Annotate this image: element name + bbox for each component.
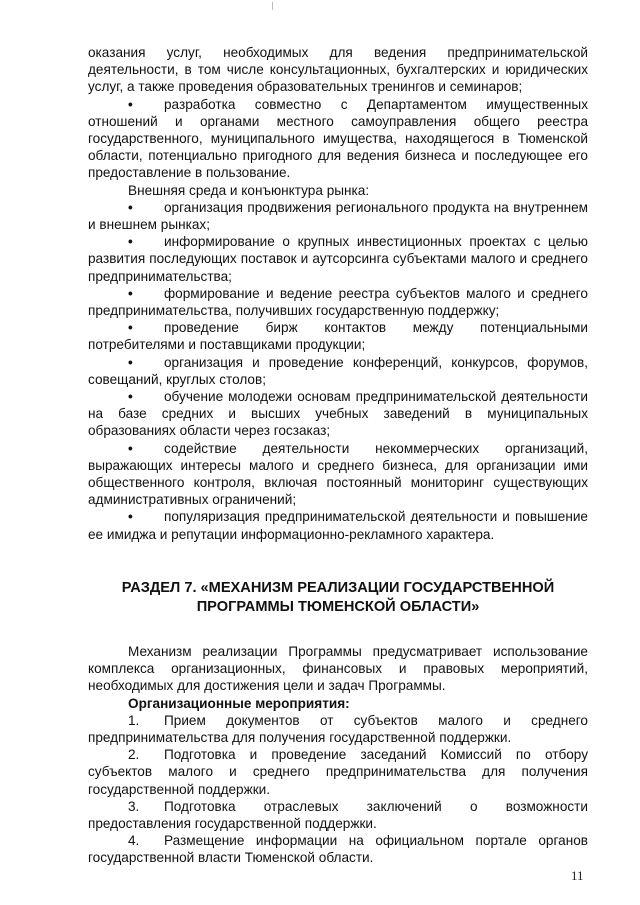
org-measures-heading: Организационные мероприятия: <box>128 695 350 711</box>
page-number: 11 <box>571 868 584 883</box>
bullet-dot: • <box>128 199 133 215</box>
section-spacer <box>88 617 588 643</box>
bullet-dot: • <box>128 440 133 456</box>
bullet-text: обучение молодежи основам предпринимательской деятельности на базе средних и высших учебных заведений в муниципальных образованиях области через госзаказ; <box>88 389 588 439</box>
item-number: 3. <box>128 798 140 814</box>
bullet-dot: • <box>128 320 133 336</box>
bullet-item <box>88 319 588 353</box>
bullet-dot: • <box>128 285 133 301</box>
bullet-item <box>88 285 588 319</box>
section-title-line-2: ПРОГРАММЫ ТЮМЕНСКОЙ ОБЛАСТИ» <box>196 598 480 615</box>
item-text: Подготовка отраслевых заключений о возможности предоставления государственной поддержки. <box>88 798 588 831</box>
intro-paragraph: оказания услуг, необходимых для ведения предпринимательской деятельности, в том числе консультационных, бухгалтерских и юридических услуг, а также проведения образовательных тренингов и семинаров; <box>88 45 588 95</box>
bullet-text: содействие деятельности некоммерческих организаций, выражающих интересы малого и среднего бизнеса, для организации ими общественного контроля, включая постоянный мониторинг существующих административных ограничений; <box>88 440 588 508</box>
bullet-item <box>88 508 588 542</box>
numbered-item <box>88 746 588 798</box>
item-text: Подготовка и проведение заседаний Комиссий по отбору субъектов малого и среднего предпринимательства для получения государственной поддержки. <box>88 747 588 797</box>
bullet-text: разработка совместно с Департаментом имущественных отношений и органами местного самоуправления общего реестра государственного, муниципального имущества, находящегося в Тюменской области, потенциально пригодного для ведения бизнеса и последующее его предоставление в пользование. <box>88 96 588 181</box>
bullet-text: проведение бирж контактов между потенциальными потребителями и поставщиками продукции; <box>88 320 588 353</box>
document-page <box>88 44 588 867</box>
bullet-text: организация продвижения регионального продукта на внутреннем и внешнем рынках; <box>88 199 588 233</box>
bullet-item <box>88 199 588 233</box>
bullet-text: формирование и ведение реестра субъектов малого и среднего предпринимательства, получивших государственную поддержку; <box>88 285 588 319</box>
item-number: 1. <box>128 712 140 728</box>
section-title-line-1: РАЗДЕЛ 7. «МЕХАНИЗМ РЕАЛИЗАЦИИ ГОСУДАРСТВЕННОЙ <box>121 579 555 596</box>
bullet-item <box>88 354 588 388</box>
bullet-text: информирование о крупных инвестиционных проектах с целью развития последующих поставок и аутсорсинга субъектами малого и среднего предпринимательства; <box>88 234 588 284</box>
numbered-item <box>88 832 588 866</box>
section-title <box>88 579 588 617</box>
bullet-dot: • <box>128 354 133 370</box>
bullet-item <box>88 440 588 509</box>
bullet-item-registry <box>88 96 588 182</box>
bullet-dot: • <box>128 234 133 250</box>
item-text: Размещение информации на официальном портале органов государственной власти Тюменской области. <box>88 833 588 866</box>
numbered-item <box>88 712 588 746</box>
bullet-text: организация и проведение конференций, конкурсов, форумов, совещаний, круглых столов; <box>88 354 588 387</box>
bullet-item <box>88 388 588 440</box>
market-heading: Внешняя среда и конъюнктура рынка: <box>128 182 370 198</box>
numbered-item <box>88 798 588 832</box>
bullet-text: популяризация предпринимательской деятельности и повышение ее имиджа и репутации информационно-рекламного характера. <box>88 509 588 542</box>
item-text: Прием документов от субъектов малого и среднего предпринимательства для получения государственной поддержки. <box>88 712 588 745</box>
mechanism-paragraph: Механизм реализации Программы предусматривает использование комплекса организационных, финансовых и правовых мероприятий, необходимых для достижения цели и задач Программы. <box>88 643 588 694</box>
item-number: 2. <box>128 747 140 763</box>
bullet-dot: • <box>128 389 133 405</box>
item-number: 4. <box>128 833 140 849</box>
bullet-item <box>88 233 588 285</box>
bullet-dot: • <box>128 509 133 525</box>
bullet-dot: • <box>128 96 133 112</box>
scan-artifact-mark <box>272 2 273 10</box>
